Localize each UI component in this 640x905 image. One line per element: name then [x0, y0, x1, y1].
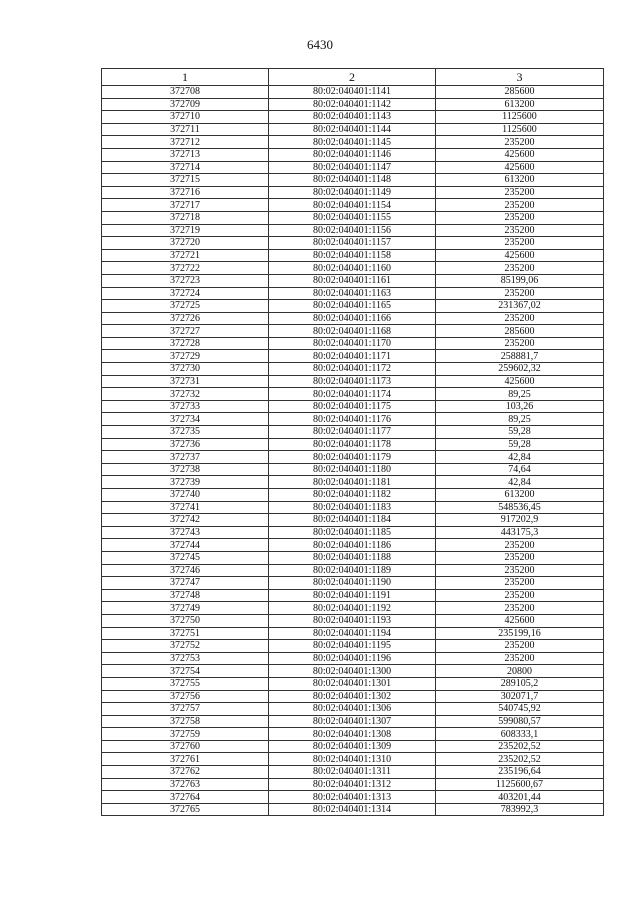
table-row: [102, 690, 604, 703]
row-number-cell: 372760: [102, 740, 269, 753]
table-row: [102, 551, 604, 564]
cadastral-number-cell: 80:02:040401:1309: [269, 740, 436, 753]
row-number-cell: 372753: [102, 652, 269, 665]
table-row: [102, 740, 604, 753]
table-row: [102, 526, 604, 539]
cadastral-number-cell: 80:02:040401:1175: [269, 400, 436, 413]
table-row: [102, 337, 604, 350]
cadastral-number-cell: 80:02:040401:1306: [269, 703, 436, 716]
row-number-cell: 372737: [102, 451, 269, 464]
cadastral-number-cell: 80:02:040401:1311: [269, 766, 436, 779]
table-row: [102, 514, 604, 527]
value-cell: 917202,9: [436, 514, 604, 527]
row-number-cell: 372724: [102, 287, 269, 300]
cadastral-number-cell: 80:02:040401:1300: [269, 665, 436, 678]
table-row: [102, 312, 604, 325]
value-cell: 231367,02: [436, 300, 604, 313]
cadastral-number-cell: 80:02:040401:1154: [269, 199, 436, 212]
value-cell: 613200: [436, 98, 604, 111]
row-number-cell: 372728: [102, 337, 269, 350]
cadastral-number-cell: 80:02:040401:1183: [269, 501, 436, 514]
table-row: [102, 224, 604, 237]
row-number-cell: 372758: [102, 715, 269, 728]
table-row: [102, 86, 604, 99]
table-row: [102, 652, 604, 665]
table-row: [102, 665, 604, 678]
cadastral-number-cell: 80:02:040401:1186: [269, 539, 436, 552]
table-row: [102, 627, 604, 640]
row-number-cell: 372761: [102, 753, 269, 766]
data-table: [101, 68, 604, 816]
cadastral-number-cell: 80:02:040401:1178: [269, 438, 436, 451]
cadastral-number-cell: 80:02:040401:1191: [269, 589, 436, 602]
row-number-cell: 372763: [102, 778, 269, 791]
column-header-3: 3: [436, 69, 604, 86]
row-number-cell: 372738: [102, 463, 269, 476]
row-number-cell: 372744: [102, 539, 269, 552]
table-row: [102, 325, 604, 338]
cadastral-number-cell: 80:02:040401:1180: [269, 463, 436, 476]
value-cell: 235200: [436, 577, 604, 590]
row-number-cell: 372708: [102, 86, 269, 99]
cadastral-number-cell: 80:02:040401:1156: [269, 224, 436, 237]
value-cell: 1125600: [436, 123, 604, 136]
value-cell: 42,84: [436, 451, 604, 464]
cadastral-number-cell: 80:02:040401:1307: [269, 715, 436, 728]
row-number-cell: 372754: [102, 665, 269, 678]
table-row: [102, 577, 604, 590]
table-row: [102, 715, 604, 728]
value-cell: 235200: [436, 211, 604, 224]
value-cell: 548536,45: [436, 501, 604, 514]
row-number-cell: 372710: [102, 111, 269, 124]
cadastral-number-cell: 80:02:040401:1184: [269, 514, 436, 527]
cadastral-number-cell: 80:02:040401:1163: [269, 287, 436, 300]
table-body: [102, 86, 604, 816]
table-row: [102, 249, 604, 262]
row-number-cell: 372723: [102, 274, 269, 287]
value-cell: 783992,3: [436, 803, 604, 816]
table-row: [102, 300, 604, 313]
table-row: [102, 564, 604, 577]
value-cell: 425600: [436, 614, 604, 627]
value-cell: 235202,52: [436, 740, 604, 753]
value-cell: 235200: [436, 199, 604, 212]
cadastral-number-cell: 80:02:040401:1157: [269, 237, 436, 250]
value-cell: 235200: [436, 237, 604, 250]
cadastral-number-cell: 80:02:040401:1168: [269, 325, 436, 338]
row-number-cell: 372729: [102, 350, 269, 363]
cadastral-number-cell: 80:02:040401:1176: [269, 413, 436, 426]
row-number-cell: 372764: [102, 791, 269, 804]
table-row: [102, 426, 604, 439]
table-row: [102, 489, 604, 502]
table-row: [102, 274, 604, 287]
value-cell: 235200: [436, 640, 604, 653]
row-number-cell: 372742: [102, 514, 269, 527]
table-row: [102, 237, 604, 250]
value-cell: 1125600: [436, 111, 604, 124]
cadastral-number-cell: 80:02:040401:1312: [269, 778, 436, 791]
row-number-cell: 372751: [102, 627, 269, 640]
value-cell: 235200: [436, 589, 604, 602]
value-cell: 285600: [436, 86, 604, 99]
table-header: [102, 69, 604, 86]
row-number-cell: 372720: [102, 237, 269, 250]
value-cell: 443175,3: [436, 526, 604, 539]
row-number-cell: 372741: [102, 501, 269, 514]
cadastral-number-cell: 80:02:040401:1155: [269, 211, 436, 224]
table-row: [102, 287, 604, 300]
table-row: [102, 400, 604, 413]
cadastral-number-cell: 80:02:040401:1145: [269, 136, 436, 149]
cadastral-number-cell: 80:02:040401:1148: [269, 174, 436, 187]
value-cell: 235200: [436, 262, 604, 275]
table-row: [102, 501, 604, 514]
row-number-cell: 372734: [102, 413, 269, 426]
table-row: [102, 186, 604, 199]
value-cell: 540745,92: [436, 703, 604, 716]
cadastral-number-cell: 80:02:040401:1171: [269, 350, 436, 363]
cadastral-number-cell: 80:02:040401:1173: [269, 375, 436, 388]
value-cell: 235196,64: [436, 766, 604, 779]
table-row: [102, 803, 604, 816]
row-number-cell: 372730: [102, 363, 269, 376]
table-row: [102, 589, 604, 602]
value-cell: 302071,7: [436, 690, 604, 703]
value-cell: 235202,52: [436, 753, 604, 766]
table-row: [102, 413, 604, 426]
value-cell: 235200: [436, 224, 604, 237]
row-number-cell: 372712: [102, 136, 269, 149]
table-row: [102, 753, 604, 766]
table-row: [102, 476, 604, 489]
cadastral-number-cell: 80:02:040401:1170: [269, 337, 436, 350]
value-cell: 259602,32: [436, 363, 604, 376]
value-cell: 613200: [436, 489, 604, 502]
value-cell: 235200: [436, 337, 604, 350]
table-row: [102, 174, 604, 187]
cadastral-number-cell: 80:02:040401:1179: [269, 451, 436, 464]
cadastral-number-cell: 80:02:040401:1161: [269, 274, 436, 287]
cadastral-number-cell: 80:02:040401:1185: [269, 526, 436, 539]
row-number-cell: 372752: [102, 640, 269, 653]
cadastral-number-cell: 80:02:040401:1314: [269, 803, 436, 816]
value-cell: 235200: [436, 652, 604, 665]
cadastral-number-cell: 80:02:040401:1166: [269, 312, 436, 325]
table-row: [102, 438, 604, 451]
cadastral-number-cell: 80:02:040401:1195: [269, 640, 436, 653]
value-cell: 74,64: [436, 463, 604, 476]
row-number-cell: 372719: [102, 224, 269, 237]
row-number-cell: 372748: [102, 589, 269, 602]
row-number-cell: 372718: [102, 211, 269, 224]
value-cell: 425600: [436, 375, 604, 388]
row-number-cell: 372716: [102, 186, 269, 199]
row-number-cell: 372750: [102, 614, 269, 627]
cadastral-number-cell: 80:02:040401:1149: [269, 186, 436, 199]
row-number-cell: 372749: [102, 602, 269, 615]
table-row: [102, 388, 604, 401]
cadastral-number-cell: 80:02:040401:1302: [269, 690, 436, 703]
value-cell: 42,84: [436, 476, 604, 489]
value-cell: 608333,1: [436, 728, 604, 741]
cadastral-number-cell: 80:02:040401:1189: [269, 564, 436, 577]
value-cell: 85199,06: [436, 274, 604, 287]
row-number-cell: 372727: [102, 325, 269, 338]
row-number-cell: 372721: [102, 249, 269, 262]
value-cell: 235199,16: [436, 627, 604, 640]
row-number-cell: 372736: [102, 438, 269, 451]
table-row: [102, 363, 604, 376]
value-cell: 103,26: [436, 400, 604, 413]
header-row: [102, 69, 604, 86]
cadastral-number-cell: 80:02:040401:1158: [269, 249, 436, 262]
table-row: [102, 211, 604, 224]
page-number: 6430: [307, 37, 333, 52]
table-row: [102, 98, 604, 111]
row-number-cell: 372711: [102, 123, 269, 136]
value-cell: 425600: [436, 148, 604, 161]
value-cell: 425600: [436, 161, 604, 174]
value-cell: 613200: [436, 174, 604, 187]
cadastral-number-cell: 80:02:040401:1190: [269, 577, 436, 590]
row-number-cell: 372762: [102, 766, 269, 779]
row-number-cell: 372746: [102, 564, 269, 577]
value-cell: 425600: [436, 249, 604, 262]
table-row: [102, 375, 604, 388]
cadastral-number-cell: 80:02:040401:1174: [269, 388, 436, 401]
row-number-cell: 372714: [102, 161, 269, 174]
cadastral-number-cell: 80:02:040401:1310: [269, 753, 436, 766]
cadastral-number-cell: 80:02:040401:1196: [269, 652, 436, 665]
row-number-cell: 372726: [102, 312, 269, 325]
cadastral-number-cell: 80:02:040401:1301: [269, 677, 436, 690]
cadastral-number-cell: 80:02:040401:1188: [269, 551, 436, 564]
table-row: [102, 451, 604, 464]
row-number-cell: 372725: [102, 300, 269, 313]
cadastral-number-cell: 80:02:040401:1165: [269, 300, 436, 313]
table-row: [102, 539, 604, 552]
table-row: [102, 791, 604, 804]
row-number-cell: 372735: [102, 426, 269, 439]
row-number-cell: 372731: [102, 375, 269, 388]
table-row: [102, 677, 604, 690]
cadastral-number-cell: 80:02:040401:1194: [269, 627, 436, 640]
value-cell: 20800: [436, 665, 604, 678]
value-cell: 599080,57: [436, 715, 604, 728]
value-cell: 235200: [436, 287, 604, 300]
table-row: [102, 148, 604, 161]
cadastral-number-cell: 80:02:040401:1160: [269, 262, 436, 275]
column-header-1: 1: [102, 69, 269, 86]
table-row: [102, 123, 604, 136]
value-cell: 289105,2: [436, 677, 604, 690]
cadastral-number-cell: 80:02:040401:1308: [269, 728, 436, 741]
row-number-cell: 372713: [102, 148, 269, 161]
row-number-cell: 372733: [102, 400, 269, 413]
cadastral-number-cell: 80:02:040401:1146: [269, 148, 436, 161]
table-row: [102, 262, 604, 275]
table-row: [102, 728, 604, 741]
column-header-2: 2: [269, 69, 436, 86]
cadastral-number-cell: 80:02:040401:1193: [269, 614, 436, 627]
value-cell: 235200: [436, 602, 604, 615]
row-number-cell: 372756: [102, 690, 269, 703]
row-number-cell: 372732: [102, 388, 269, 401]
table-row: [102, 350, 604, 363]
row-number-cell: 372755: [102, 677, 269, 690]
row-number-cell: 372743: [102, 526, 269, 539]
table-row: [102, 640, 604, 653]
cadastral-number-cell: 80:02:040401:1313: [269, 791, 436, 804]
table-row: [102, 778, 604, 791]
row-number-cell: 372739: [102, 476, 269, 489]
cadastral-number-cell: 80:02:040401:1141: [269, 86, 436, 99]
row-number-cell: 372759: [102, 728, 269, 741]
cadastral-number-cell: 80:02:040401:1172: [269, 363, 436, 376]
cadastral-number-cell: 80:02:040401:1177: [269, 426, 436, 439]
table-row: [102, 602, 604, 615]
table-row: [102, 199, 604, 212]
row-number-cell: 372740: [102, 489, 269, 502]
row-number-cell: 372709: [102, 98, 269, 111]
cadastral-number-cell: 80:02:040401:1147: [269, 161, 436, 174]
row-number-cell: 372745: [102, 551, 269, 564]
table-row: [102, 614, 604, 627]
value-cell: 235200: [436, 564, 604, 577]
row-number-cell: 372717: [102, 199, 269, 212]
cadastral-number-cell: 80:02:040401:1181: [269, 476, 436, 489]
table-row: [102, 703, 604, 716]
value-cell: 235200: [436, 539, 604, 552]
value-cell: 89,25: [436, 388, 604, 401]
cadastral-number-cell: 80:02:040401:1144: [269, 123, 436, 136]
value-cell: 235200: [436, 312, 604, 325]
value-cell: 258881,7: [436, 350, 604, 363]
value-cell: 89,25: [436, 413, 604, 426]
value-cell: 59,28: [436, 438, 604, 451]
cadastral-number-cell: 80:02:040401:1182: [269, 489, 436, 502]
row-number-cell: 372722: [102, 262, 269, 275]
table-row: [102, 766, 604, 779]
value-cell: 235200: [436, 551, 604, 564]
cadastral-number-cell: 80:02:040401:1143: [269, 111, 436, 124]
value-cell: 235200: [436, 136, 604, 149]
row-number-cell: 372765: [102, 803, 269, 816]
table-row: [102, 136, 604, 149]
cadastral-number-cell: 80:02:040401:1142: [269, 98, 436, 111]
value-cell: 59,28: [436, 426, 604, 439]
value-cell: 1125600,67: [436, 778, 604, 791]
value-cell: 285600: [436, 325, 604, 338]
table-row: [102, 161, 604, 174]
row-number-cell: 372715: [102, 174, 269, 187]
value-cell: 235200: [436, 186, 604, 199]
value-cell: 403201,44: [436, 791, 604, 804]
row-number-cell: 372747: [102, 577, 269, 590]
table-row: [102, 111, 604, 124]
cadastral-number-cell: 80:02:040401:1192: [269, 602, 436, 615]
row-number-cell: 372757: [102, 703, 269, 716]
table-row: [102, 463, 604, 476]
